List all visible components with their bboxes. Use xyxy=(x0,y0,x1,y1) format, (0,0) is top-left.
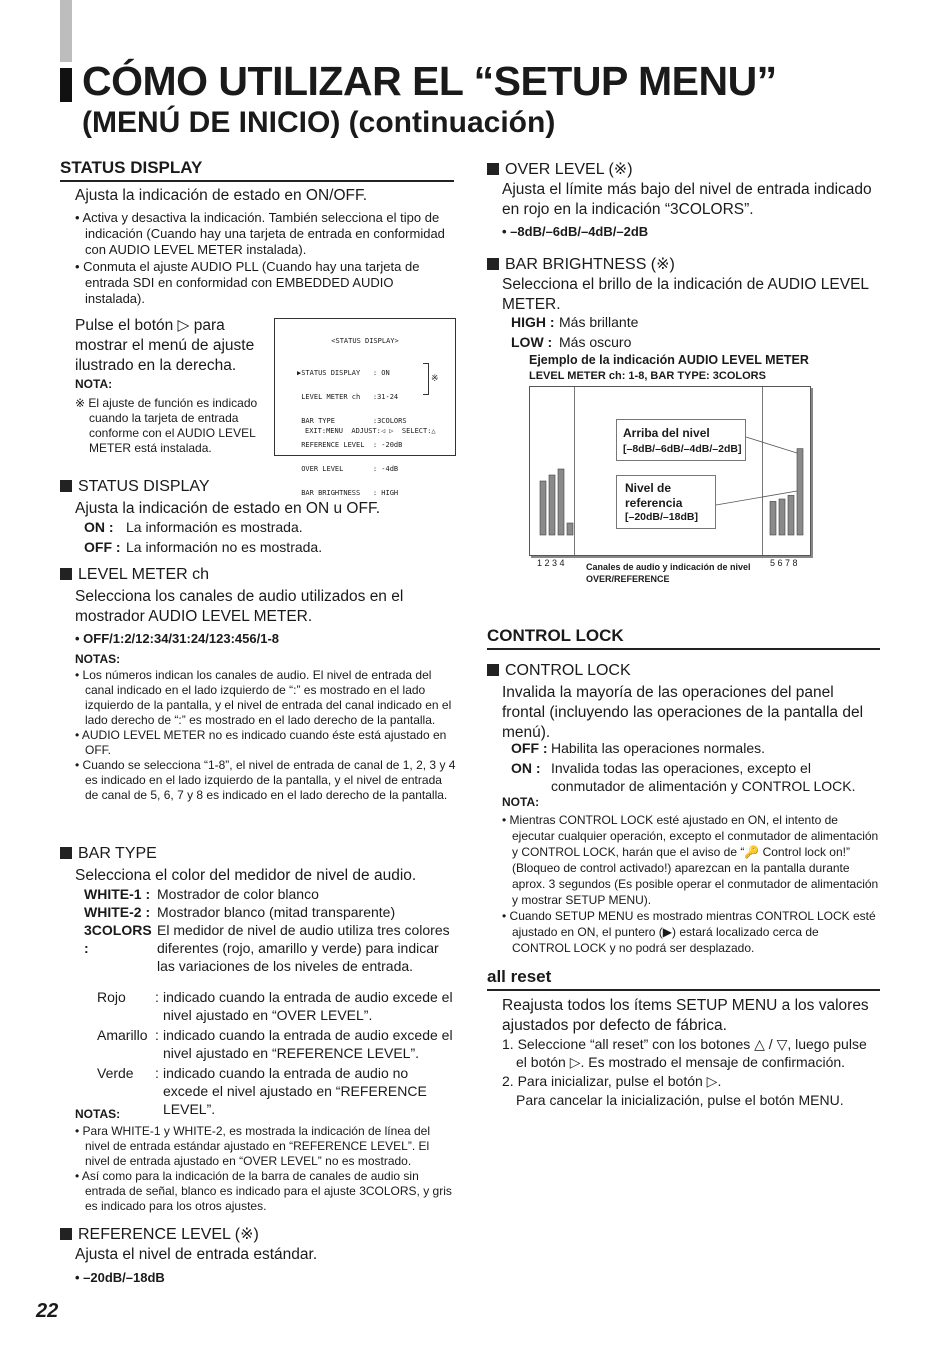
screen-row: OVER LEVEL : -4dB xyxy=(297,465,399,473)
square-bullet-icon xyxy=(487,664,499,676)
cl-intro: Invalida la mayoría de las operaciones del panel frontal (incluyendo las operaciones de la pantalla del menú). xyxy=(502,684,864,741)
option-value: Invalida todas las operaciones, excepto el conmutador de alimentación y CONTROL LOCK. xyxy=(551,760,856,794)
square-bullet-icon xyxy=(487,163,499,175)
bracket xyxy=(423,363,429,395)
note-text: Así como para la indicación de la barra de canales de audio sin entrada de señal, blanco es indicado para el ajuste 3COLORS, y gris es indicado para los otros ajustes. xyxy=(81,1169,452,1213)
level-meter-illustration xyxy=(529,386,811,556)
lm-options: • OFF/1:2/12:34/31:24/123:456/1-8 xyxy=(75,631,280,646)
list-item: • Conmuta el ajuste AUDIO PLL (Cuando hay una tarjeta de entrada SDI en conformidad con EMBEDDED AUDIO instalada). xyxy=(75,259,420,306)
list-item: • AUDIO LEVEL METER no es indicado cuando éste está ajustado en OFF. xyxy=(75,728,447,757)
box-values: [–8dB/–6dB/–4dB/–2dB] xyxy=(623,443,742,455)
heading-text: CONTROL LOCK xyxy=(505,662,631,679)
bt-item xyxy=(84,903,454,921)
option-key: WHITE-2 : xyxy=(84,904,151,920)
heading-bar-brightness xyxy=(487,254,675,274)
screen-row: BAR BRIGHTNESS : HIGH xyxy=(297,489,399,497)
option-value: Mostrador blanco (mitad transparente) xyxy=(157,904,396,920)
notas-label-2: NOTAS: xyxy=(75,1107,121,1121)
note-text: Mientras CONTROL LOCK esté ajustado en ON, el intento de ejecutar cualquier operación, excepto el conmutador de alimentación y CONTROL LOCK, harán que el aviso de “🔑 Control lock on!” (Bloqueo de control activado!) aparezcan en la pantalla durante aprox. 3 segundos (Es posible operar el conmutador de alimentación y mostrar SETUP MENU). xyxy=(509,813,879,907)
ar-intro: Reajusta todos los ítems SETUP MENU a los valores ajustados por defecto de fábrica. xyxy=(502,997,869,1034)
box-title: Nivel de referencia xyxy=(625,481,683,510)
heading-text: LEVEL METER ch xyxy=(78,566,210,583)
cl-notes xyxy=(502,812,880,956)
color-name: Verde xyxy=(97,1065,134,1081)
ol-options: • –8dB/–6dB/–4dB/–2dB xyxy=(502,224,649,239)
option-value: La información no es mostrada. xyxy=(126,539,323,555)
option-key: OFF : xyxy=(511,740,548,756)
bt-colors xyxy=(97,988,455,1118)
example-subtitle: LEVEL METER ch: 1-8, BAR TYPE: 3COLORS xyxy=(529,370,766,382)
list-item: • Así como para la indicación de la barra de canales de audio sin entrada de señal, blanco es indicado para el ajuste 3COLORS, y gris es indicado para los otros ajustes. xyxy=(75,1169,452,1213)
square-bullet-icon xyxy=(60,480,72,492)
ref-options: • –20dB/–18dB xyxy=(75,1270,165,1285)
heading-text: BAR TYPE xyxy=(78,845,157,862)
square-bullet-icon xyxy=(60,1228,72,1240)
bt-intro: Selecciona el color del medidor de nivel de audio. xyxy=(75,867,417,884)
box-values: [–20dB/–18dB] xyxy=(625,511,698,523)
color-desc: indicado cuando la entrada de audio no excede el nivel ajustado en “REFERENCE LEVEL”. xyxy=(163,1065,427,1117)
level-bar-ch7 xyxy=(788,495,794,535)
heading-over-level xyxy=(487,159,633,179)
note-text: Para WHITE-1 y WHITE-2, es mostrada la indicación de línea del nivel de entrada estándar ajustado en “REFERENCE LEVEL”. El nivel de entrada ajustado en “OVER LEVEL” no es mostrado. xyxy=(82,1124,431,1168)
level-bar-ch8 xyxy=(797,449,803,535)
color-name: Rojo xyxy=(97,989,126,1005)
nota-label-right: NOTA: xyxy=(502,795,540,809)
sd2-on xyxy=(84,518,454,536)
header-grey-bar xyxy=(60,0,72,62)
meter-bars xyxy=(530,387,810,555)
header-black-block xyxy=(60,68,72,102)
note-text: Cuando SETUP MENU es mostrado mientras CONTROL LOCK esté ajustado en ON, el puntero (▶) estará localizado cerca de CONTROL LOCK y no podrá ser desplazado. xyxy=(509,909,876,955)
ar-step-1: 1. Seleccione “all reset” con los botones △ / ▽, luego pulse el botón ▷. Es mostrado el mensaje de confirmación. xyxy=(502,1036,867,1070)
bb-intro: Selecciona el brillo de la indicación de AUDIO LEVEL METER. xyxy=(502,276,869,313)
ref-intro: Ajusta el nivel de entrada estándar. xyxy=(75,1246,318,1263)
page-subtitle: (MENÚ DE INICIO) (continuación) xyxy=(82,106,556,139)
sd2-intro: Ajusta la indicación de estado en ON u OFF. xyxy=(75,500,380,517)
level-bar-ch3 xyxy=(558,469,564,535)
option-key: LOW : xyxy=(511,334,553,350)
level-bar-ch5 xyxy=(770,501,776,535)
screen-row: BAR TYPE :3COLORS xyxy=(297,417,407,425)
color-item: Verde : indicado cuando la entrada de audio no excede el nivel ajustado en “REFERENCE LEVEL”. xyxy=(97,1064,455,1118)
option-value: Mostrador de color blanco xyxy=(157,886,319,902)
lm-notes xyxy=(75,668,457,803)
sd2-off xyxy=(84,538,454,556)
bullet-text: Activa y desactiva la indicación. También selecciona el tipo de indicación (Cuando hay una tarjeta de entrada en conformidad con AUDIO LEVEL METER instalada). xyxy=(82,210,445,257)
bt-items xyxy=(84,885,454,975)
note-text: Los números indican los canales de audio. El nivel de entrada del canal indicado en el lado izquierdo de “:” es mostrado en el lado izquierdo de la pantalla, y el nivel de entrada del canal indicado en el lado derecho de “:” es mostrado en el lado derecho de la pantalla. xyxy=(82,668,452,727)
ol-intro: Ajusta el límite más bajo del nivel de entrada indicado en rojo en la indicación “3COLORS”. xyxy=(502,181,872,218)
option-value: El medidor de nivel de audio utiliza tres colores diferentes (rojo, amarillo y verde) para indicar las variaciones de los niveles de entrada. xyxy=(157,922,450,974)
list-item: • Cuando SETUP MENU es mostrado mientras CONTROL LOCK esté ajustado en ON, el puntero (▶) estará localizado cerca de CONTROL LOCK y no podrá ser desplazado. xyxy=(502,909,876,955)
ar-step-2: 2. Para inicializar, pulse el botón ▷. xyxy=(502,1073,722,1089)
level-bar-ch4 xyxy=(567,523,573,535)
square-bullet-icon xyxy=(60,847,72,859)
screen-footer: EXIT:MENU ADJUST:◁ ▷ SELECT:△ xyxy=(305,427,436,435)
box-title: Arriba del nivel xyxy=(623,426,710,440)
heading-text: OVER LEVEL (※) xyxy=(505,161,633,178)
screen-row: LEVEL METER ch :31-24 xyxy=(297,393,399,401)
screen-mark: ※ xyxy=(431,373,439,383)
list-item: • Cuando se selecciona “1-8”, el nivel de entrada de canal de 1, 2, 3 y 4 es indicado en el lado izquierdo de la pantalla, y el nivel de entrada de canal de 5, 6, 7 y 8 es indicado en el lado derecho de la pantalla. xyxy=(75,758,456,802)
channels-left: 1 2 3 4 xyxy=(537,558,565,568)
nota-text: ※ El ajuste de función es indicado cuando la tarjeta de entrada conforme con el AUDIO LEVEL METER está instalada. xyxy=(75,396,258,455)
note-text: Cuando se selecciona “1-8”, el nivel de entrada de canal de 1, 2, 3 y 4 es indicado en el lado izquierdo de la pantalla, y el nivel de entrada de canal de 5, 6, 7 y 8 es indicado en el lado derecho de la pantalla. xyxy=(82,758,456,802)
section-all-reset: all reset xyxy=(487,967,880,991)
reference-level-box xyxy=(616,475,716,529)
color-desc: indicado cuando la entrada de audio excede el nivel ajustado en “OVER LEVEL”. xyxy=(163,989,453,1023)
ar-step-2-cancel: Para cancelar la inicialización, pulse el botón MENU. xyxy=(516,1092,844,1108)
option-key: ON : xyxy=(84,519,114,535)
option-key: ON : xyxy=(511,760,541,776)
heading-text: STATUS DISPLAY xyxy=(78,478,210,495)
connector-line xyxy=(746,437,797,453)
example-title: Ejemplo de la indicación AUDIO LEVEL METER xyxy=(529,353,809,367)
option-key: OFF : xyxy=(84,539,121,555)
color-desc: indicado cuando la entrada de audio excede el nivel ajustado en “REFERENCE LEVEL”. xyxy=(163,1027,453,1061)
option-key: HIGH : xyxy=(511,314,555,330)
note-text: AUDIO LEVEL METER no es indicado cuando éste está ajustado en OFF. xyxy=(81,728,447,757)
heading-control-lock xyxy=(487,662,631,680)
heading-reference-level xyxy=(60,1224,259,1244)
level-bar-ch2 xyxy=(549,475,555,535)
color-item: Rojo : indicado cuando la entrada de audio excede el nivel ajustado en “OVER LEVEL”. xyxy=(97,988,455,1024)
option-value: Más oscuro xyxy=(559,334,632,350)
bullet-text: Conmuta el ajuste AUDIO PLL (Cuando hay una tarjeta de entrada SDI en conformidad con EMBEDDED AUDIO instalada). xyxy=(83,259,420,306)
nota-label: NOTA: xyxy=(75,377,113,391)
screen-title: <STATUS DISPLAY> xyxy=(331,337,399,345)
heading-bar-type xyxy=(60,845,157,863)
channels-right: 5 6 7 8 xyxy=(770,558,798,568)
section-status-display: STATUS DISPLAY xyxy=(60,158,454,182)
cl-on xyxy=(511,759,876,795)
color-name: Amarillo xyxy=(97,1027,148,1043)
option-key: 3COLORS : xyxy=(84,922,152,956)
cl-off xyxy=(511,739,876,757)
option-value: Más brillante xyxy=(559,314,639,330)
list-item: • Para WHITE-1 y WHITE-2, es mostrada la indicación de línea del nivel de entrada estándar ajustado en “REFERENCE LEVEL”. El nivel de entrada ajustado en “OVER LEVEL” no es mostrado. xyxy=(75,1124,431,1168)
setup-menu-screen xyxy=(274,318,456,497)
square-bullet-icon xyxy=(487,258,499,270)
press-button-text: Pulse el botón ▷ para mostrar el menú de ajuste ilustrado en la derecha. xyxy=(75,317,255,374)
bb-low xyxy=(511,333,871,351)
section-control-lock: CONTROL LOCK xyxy=(487,626,880,650)
screen-row: ▶STATUS DISPLAY : ON xyxy=(297,369,390,377)
status-bullets xyxy=(75,210,453,307)
bt-item xyxy=(84,885,454,903)
color-item: Amarillo : indicado cuando la entrada de audio excede el nivel ajustado en “REFERENCE LEVEL”. xyxy=(97,1026,455,1062)
bt-item xyxy=(84,921,454,975)
diagram-caption: Canales de audio y indicación de nivel OVER/REFERENCE xyxy=(586,562,751,584)
option-value: Habilita las operaciones normales. xyxy=(551,740,765,756)
list-item: • Activa y desactiva la indicación. También selecciona el tipo de indicación (Cuando hay una tarjeta de entrada en conformidad con AUDIO LEVEL METER instalada). xyxy=(75,210,445,257)
over-level-box xyxy=(616,419,746,461)
level-bar-ch1 xyxy=(540,481,546,535)
status-intro: Ajusta la indicación de estado en ON/OFF. xyxy=(75,187,368,204)
heading-text: BAR BRIGHTNESS (※) xyxy=(505,256,675,273)
heading-level-meter xyxy=(60,566,209,584)
heading-status-display-2 xyxy=(60,478,210,496)
lm-intro: Selecciona los canales de audio utilizados en el mostrador AUDIO LEVEL METER. xyxy=(75,588,404,625)
level-bar-ch6 xyxy=(779,499,785,535)
list-item: • Mientras CONTROL LOCK esté ajustado en ON, el intento de ejecutar cualquier operación, excepto el conmutador de alimentación y CONTROL LOCK, harán que el aviso de “🔑 Control lock on!” (Bloqueo de control activado!) aparezcan en la pantalla durante aprox. 3 segundos (Es posible operar el conmutador de alimentación y mostrar SETUP MENU). xyxy=(502,813,879,907)
page-title: CÓMO UTILIZAR EL “SETUP MENU” xyxy=(82,58,777,104)
option-key: WHITE-1 : xyxy=(84,886,151,902)
list-item: • Los números indican los canales de audio. El nivel de entrada del canal indicado en el lado izquierdo de “:” es mostrado en el lado izquierdo de la pantalla, y el nivel de entrada del canal indicado en el lado derecho de “:” es mostrado en el lado derecho de la pantalla. xyxy=(75,668,452,727)
heading-text: REFERENCE LEVEL (※) xyxy=(78,1226,259,1243)
option-value: La información es mostrada. xyxy=(126,519,303,535)
screen-row: REFERENCE LEVEL : -20dB xyxy=(297,441,403,449)
square-bullet-icon xyxy=(60,568,72,580)
notas-label: NOTAS: xyxy=(75,652,121,666)
bt-notes xyxy=(75,1124,457,1214)
page-number: 22 xyxy=(36,1300,59,1322)
bb-high xyxy=(511,313,871,331)
